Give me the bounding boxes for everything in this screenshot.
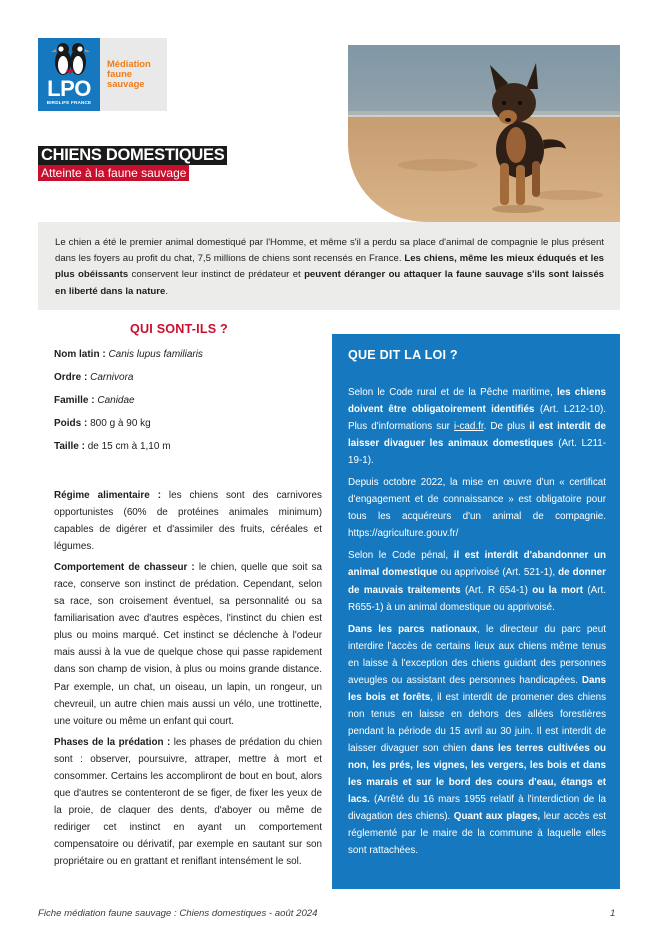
- intro-bold-1: Les chiens, même les mieux éduqués et les plus obéissants: [55, 253, 604, 281]
- logo-letters: LPO: [47, 76, 91, 101]
- fact-family: [54, 395, 135, 406]
- law-bold: il est interdit d'abandonner un animal domestique: [348, 550, 606, 579]
- law-text: , il est interdit de promener des chiens non tenus en laisse en dehors des allées forestières pendant la période du 15 avril au 30 juin. Il est interdit de laisser divaguer son chien: [348, 691, 606, 754]
- phases-paragraph: [54, 734, 322, 870]
- puppy-on-beach-image: [348, 45, 620, 222]
- fact-label: Ordre :: [54, 372, 88, 383]
- phases-text: les phases de prédation du chien sont : observer, poursuivre, attraper, mettre à mort et consommer. Certains les accompliront de bout en bout, alors que d'autres se contenteront de se figer, de fixer les yeux de la proie, de claquer des dents, d'aboyer ou même de rediriger cet instinct en ayant un comportement compensatoire ou dérivatif, par exemple en sautant sur son propriétaire ou en grattant et reniflant intensément le sol.: [54, 736, 322, 867]
- page-title: CHIENS DOMESTIQUES: [38, 146, 227, 165]
- puppy-photo: [348, 45, 620, 222]
- fact-value: 800 g à 90 kg: [90, 418, 151, 429]
- law-text: , le directeur du parc peut interdire l'accès de certains lieux aux chiens même tenus en laisse à l'exception des chiens guidant des personnes aveugles ou assistant des personnes handicapées.: [348, 623, 606, 686]
- fact-order: [54, 372, 133, 383]
- fact-latin-name: [54, 349, 203, 360]
- law-bold: ou la mort: [532, 584, 584, 596]
- intro-bold-2: peuvent déranger ou attaquer la faune sauvage s'ils sont laissés en liberté dans la nature: [55, 269, 605, 297]
- law-text: Selon le Code rural et de la Pêche maritime,: [348, 387, 557, 398]
- fact-value: Canidae: [97, 395, 135, 406]
- page-number: 1: [610, 908, 616, 919]
- puffin-birds-icon: [50, 40, 90, 78]
- law-text: leur accès est réglementé par le maire de la commune à laquelle elles sont rattachées.: [348, 811, 607, 857]
- diet-text: les chiens sont des carnivores opportunistes (60% de protéines animales minimum) capables de digérer et d'assimiler des fruits, céréales et légumes.: [54, 490, 322, 553]
- hunter-paragraph: [54, 559, 322, 729]
- intro-text-3: .: [165, 285, 169, 297]
- law-paragraph-1: [348, 384, 606, 469]
- phases-label: Phases de la prédation :: [54, 736, 171, 748]
- intro-paragraph: [38, 222, 620, 310]
- fact-label: Nom latin :: [54, 349, 106, 360]
- law-text: ou apprivoisé (Art. 521-1),: [437, 567, 559, 579]
- footer-caption: Fiche médiation faune sauvage : Chiens domestiques - août 2024: [38, 908, 318, 919]
- law-bold: dans les terres cultivées ou non, les prés, les vignes, les vergers, les bois et dans les marais et sur le bord des cours d'eau, étangs et lacs.: [348, 742, 606, 806]
- logo-line-1: Médiation: [107, 58, 151, 69]
- lpo-logo: [38, 38, 167, 111]
- who-heading: QUI SONT-ILS ?: [130, 322, 228, 336]
- law-paragraph-2: Depuis octobre 2022, la mise en œuvre d'un « certificat d'engagement et de connaissance » est obligatoire pour tous les acquéreurs d'un animal de compagnie. https://agriculture.gouv.fr/: [348, 477, 606, 540]
- law-bold: Dans les parcs nationaux: [348, 623, 478, 635]
- law-paragraph-3: [348, 547, 606, 615]
- law-paragraph-4: [348, 621, 606, 860]
- law-bold: de donner de mauvais traitements: [348, 567, 606, 596]
- law-text: (Art. L211-19-1).: [348, 438, 606, 467]
- fact-value: Carnivora: [90, 372, 134, 383]
- fact-label: Poids :: [54, 418, 88, 429]
- law-heading: QUE DIT LA LOI ?: [348, 348, 458, 362]
- logo-line-3: sauvage: [107, 78, 145, 89]
- law-text: (Art. R 654-1): [460, 584, 533, 596]
- fact-value: de 15 cm à 1,10 m: [87, 441, 171, 452]
- fact-label: Taille :: [54, 441, 85, 452]
- intro-text-2: conservent leur instinct de prédateur et: [128, 269, 305, 281]
- fact-label: Famille :: [54, 395, 95, 406]
- law-bold: Dans les bois et forêts: [348, 674, 606, 703]
- page-subtitle: Atteinte à la faune sauvage: [38, 165, 189, 181]
- hunter-text: le chien, quelle que soit sa race, conserve son instinct de prédation. Cependant, selon sa race, son croisement éventuel, sa personnalité ou sa familiarisation avec d'autres espèces, l'instinct du chien est plus ou moins marqué. Cet instinct se déclenche à l'odeur mais aussi à la vue de quelque chose qui passe rapidement dans son champ de vision, à plus ou moins grande distance. Par exemple, un chat, un oiseau, un lapin, un rongeur, un chevreuil, un autre chien mais aussi un vélo, une trottinette, une voiture ou même un enfant qui court.: [54, 562, 322, 727]
- lpo-logo-mark: [38, 38, 100, 111]
- logo-line-2: faune: [107, 68, 133, 79]
- intro-text-1: Le chien a été le premier animal domestiqué par l'Homme, et même s'il a perdu sa place d'animal de compagnie le plus présent dans les foyers au profit du chat, 7,5 millions de chiens sont recensés en France.: [55, 237, 604, 265]
- logo-wordmark: [107, 59, 165, 89]
- law-body: [348, 384, 606, 864]
- diet-label: Régime alimentaire :: [54, 490, 161, 501]
- law-bold: il est interdit de laisser divaguer les animaux domestiques: [348, 421, 607, 450]
- law-text: (Art. R655-1) à un animal domestique ou apprivoisé.: [348, 584, 606, 613]
- law-text: Selon le Code pénal,: [348, 550, 454, 562]
- fact-value: Canis lupus familiaris: [108, 349, 203, 360]
- law-bold: les chiens doivent être obligatoirement identifiés: [348, 387, 606, 416]
- fact-size: [54, 441, 171, 452]
- diet-paragraph: [54, 487, 322, 555]
- icad-link[interactable]: i-cad.fr: [454, 421, 484, 433]
- law-text: (Art. L212-10). Plus d'informations sur: [348, 404, 607, 433]
- who-body: [54, 487, 322, 874]
- law-text: . De plus: [483, 421, 530, 433]
- law-text: (Arrêté du 16 mars 1955 relatif à l'interdiction de la divagation des chiens).: [348, 794, 606, 823]
- law-bold: Quant aux plages,: [453, 811, 541, 823]
- law-box: [332, 334, 620, 889]
- hunter-label: Comportement de chasseur :: [54, 562, 195, 574]
- logo-subtitle: BIRDLIFE FRANCE: [46, 100, 92, 105]
- fact-weight: [54, 418, 151, 429]
